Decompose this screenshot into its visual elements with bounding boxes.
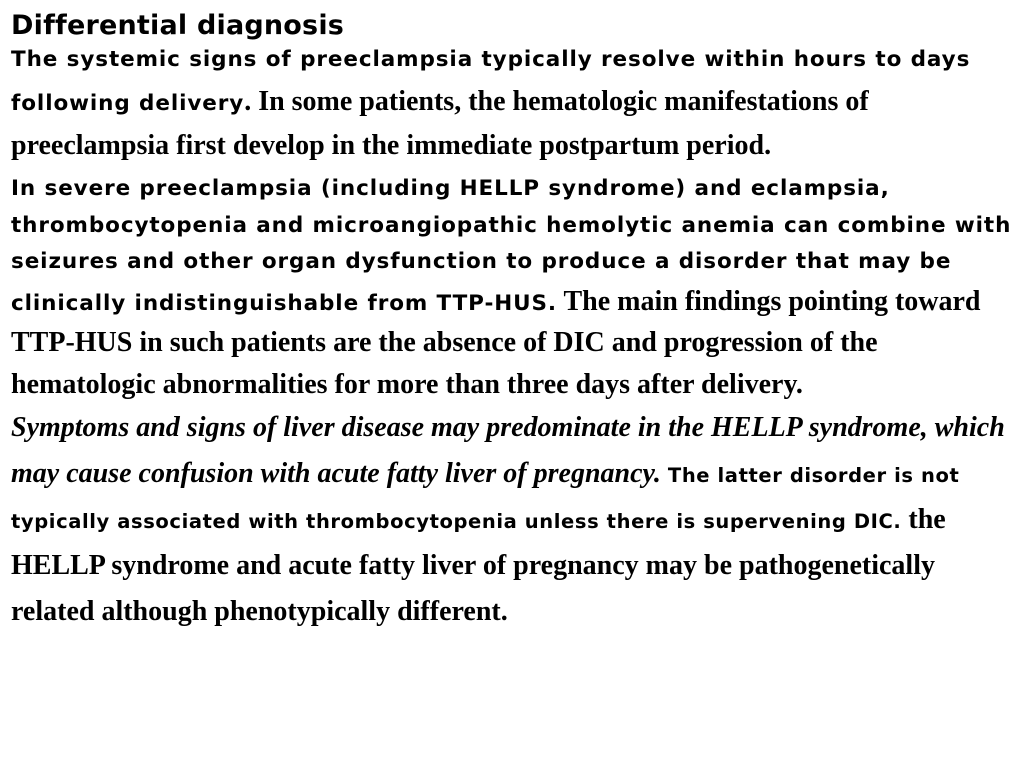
paragraph-severe-preeclampsia-serif-text: The main findings pointing toward TTP-HUS in such patients are the absence of DIC and progression of the hematologic abnormalities for more than three days after delivery. [11,285,981,400]
paragraph-severe-preeclampsia [11,172,1016,406]
paragraph-liver-disease-sans-text: The latter disorder is not typically associated with thrombocytopenia unless there is supervening DIC. [11,464,960,533]
paragraph-postpartum [11,40,1016,170]
paragraph-severe-preeclampsia-sans-text: In severe preeclampsia (including HELLP syndrome) and eclampsia, thrombocytopenia and microangiopathic hemolytic anemia can combine with seizures and other organ dysfunction to produce a disorder that may be clinically indistinguishable from TTP-HUS. [11,176,1012,316]
slide-title: Differential diagnosis [11,10,345,41]
paragraph-liver-disease-italic-text: Symptoms and signs of liver disease may predominate in the HELLP syndrome, which may cause confusion with acute fatty liver of pregnancy. [11,412,1005,489]
paragraph-liver-disease [11,407,1016,637]
slide-content [11,6,1016,637]
paragraph-liver-disease-serif-text: the HELLP syndrome and acute fatty liver of pregnancy may be pathogenetically related although phenotypically different. [11,504,946,627]
paragraph-postpartum-sans-text: The systemic signs of preeclampsia typically resolve within hours to days following delivery [11,47,971,116]
paragraph-postpartum-serif-text: . In some patients, the hematologic manifestations of preeclampsia first develop in the immediate postpartum period. [11,86,869,161]
